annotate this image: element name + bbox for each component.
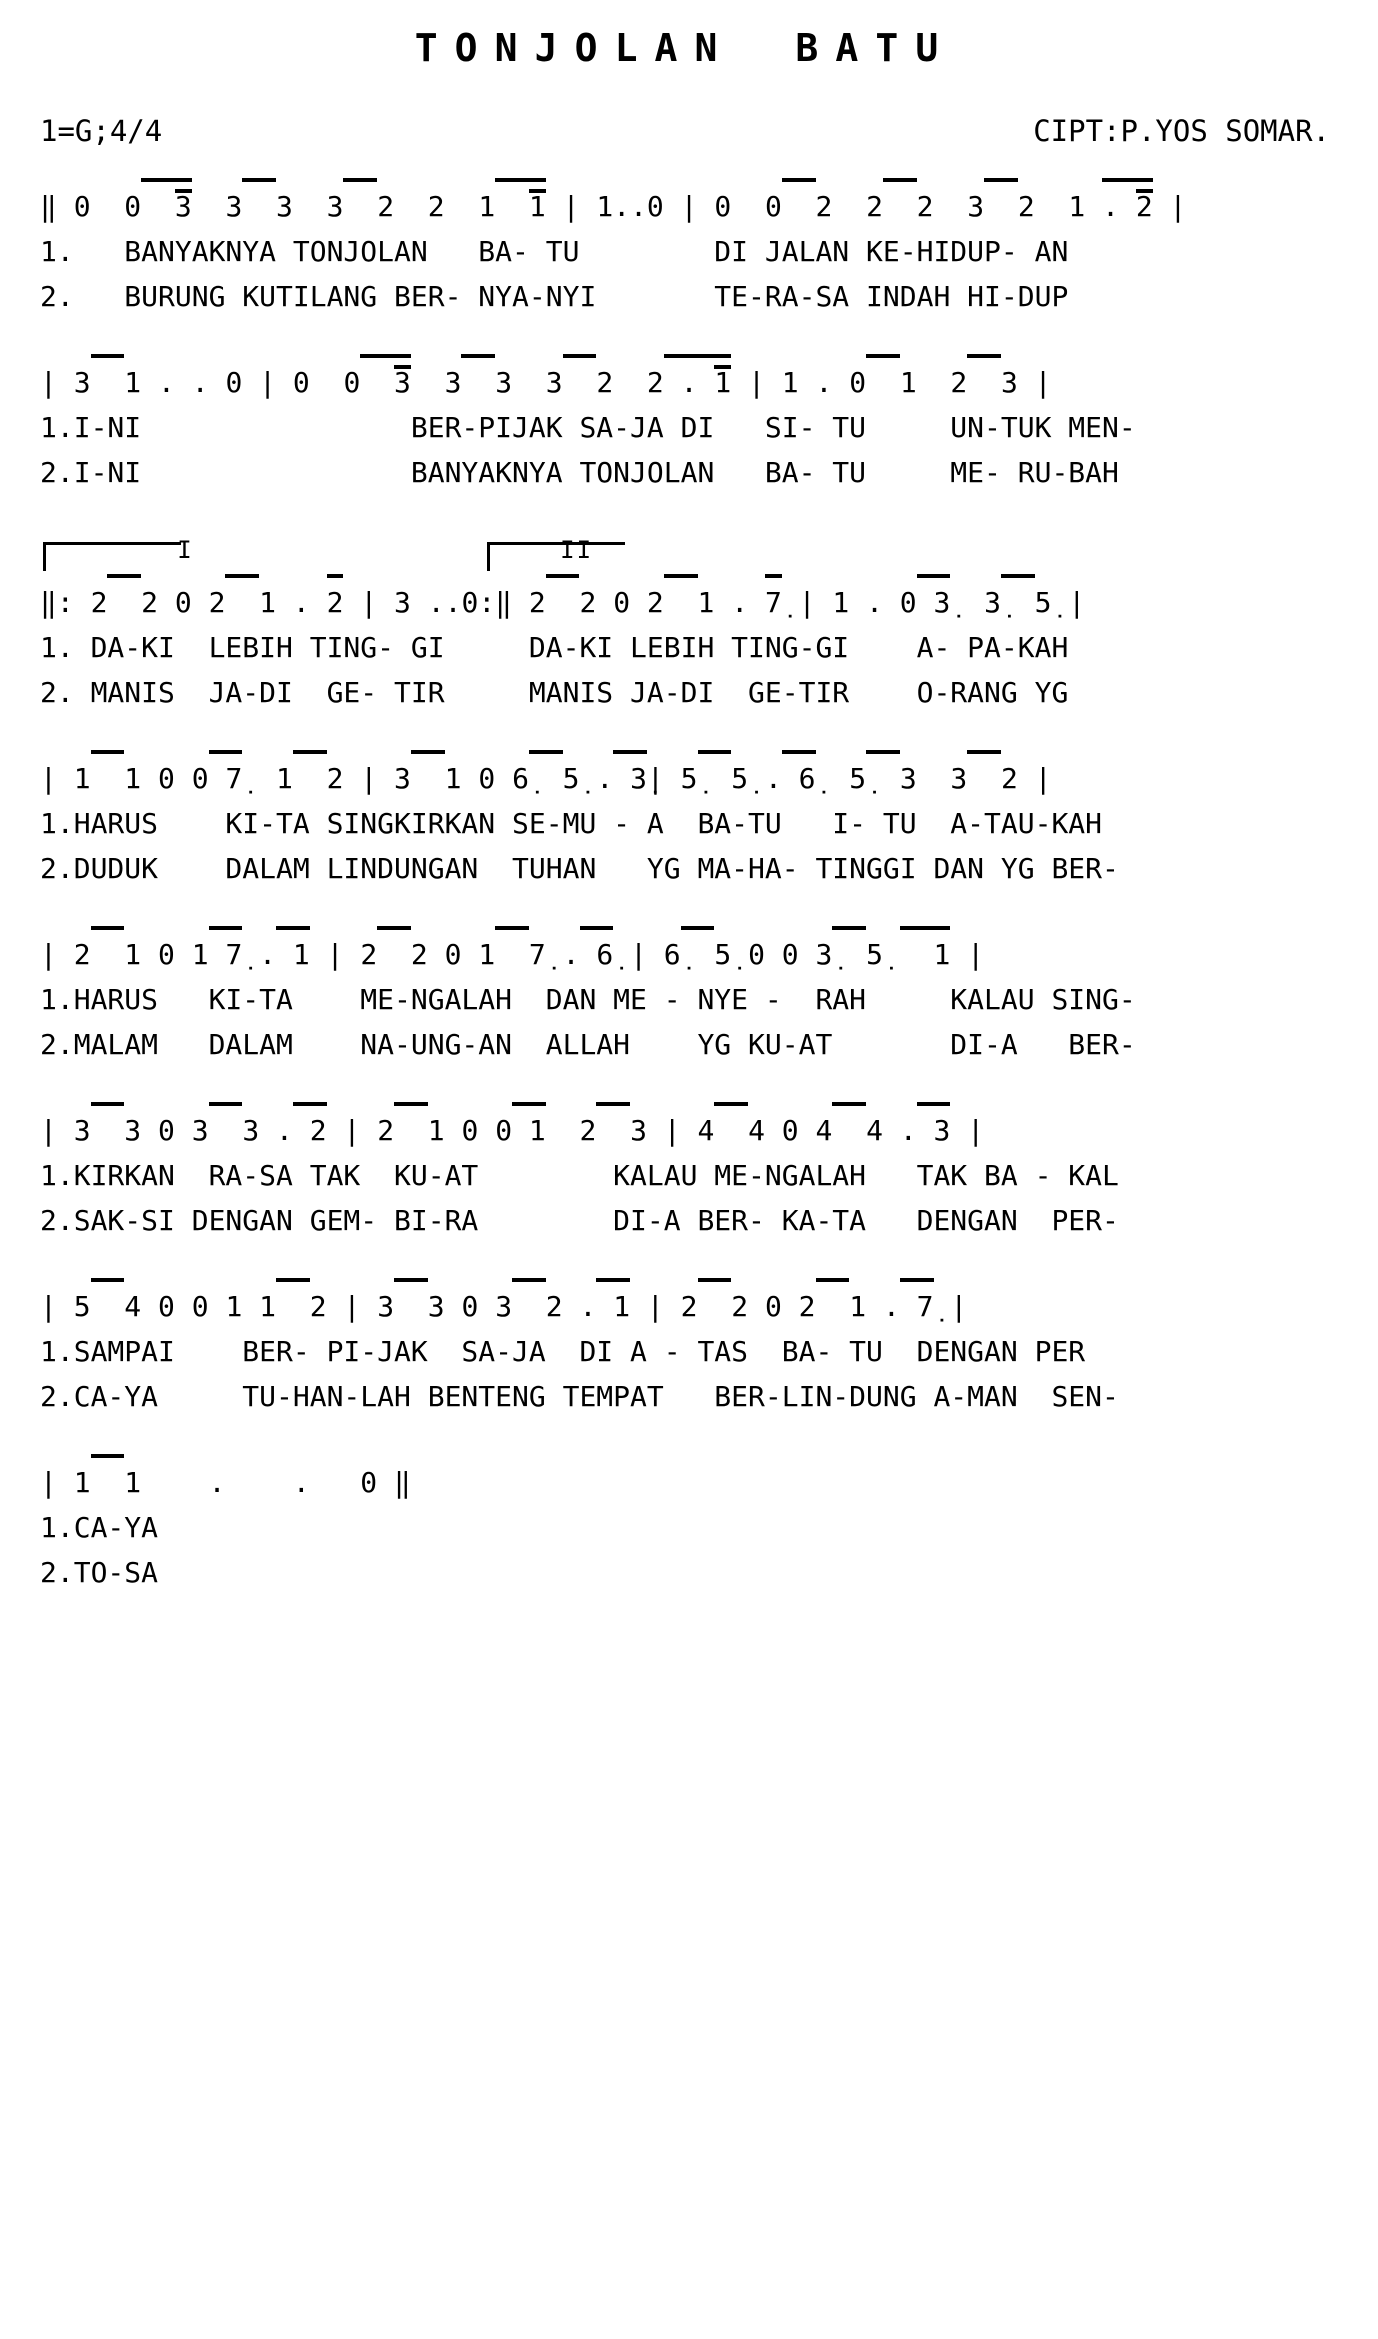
note-seg: [832, 178, 866, 224]
note-seg: 5̣: [714, 938, 732, 971]
note-seg: 3̣: [815, 938, 833, 971]
note-seg: 2: [545, 1290, 563, 1323]
note-seg: .: [748, 762, 782, 795]
note-seg: 4: [815, 1114, 833, 1147]
note-seg: 0: [764, 190, 782, 223]
note-seg: |: [1051, 586, 1086, 619]
system: [40, 750, 1330, 886]
note-seg: 0 0 1: [141, 1290, 260, 1323]
note-seg: 1: [276, 926, 310, 972]
lyric-line-2: 2.MALAM DALAM NA-UNG-AN ALLAH YG KU-AT DI-A BER-: [40, 1028, 1136, 1061]
note-seg: |: [326, 1290, 378, 1323]
note-seg: [1001, 574, 1035, 620]
note-seg: 6̣: [512, 762, 529, 795]
note-seg: 0: [849, 366, 867, 399]
note-seg: |: [613, 938, 664, 971]
note-seg: 3̣: [613, 750, 647, 796]
note-seg: 4: [124, 1290, 142, 1323]
note-seg: 1: [714, 354, 731, 400]
note-seg: 0: [141, 1114, 192, 1147]
note-seg: 3: [326, 190, 344, 223]
note-seg: [967, 354, 1001, 400]
note-seg: 2: [377, 190, 395, 223]
note-seg: [967, 750, 1001, 796]
note-seg: [613, 354, 647, 400]
note-seg: | 1 . 0: [781, 586, 917, 619]
note-seg: 2: [360, 938, 378, 971]
note-seg: [411, 354, 445, 400]
note-seg: 3: [175, 178, 192, 224]
note-seg: 6̣: [782, 750, 816, 796]
music-line: [40, 354, 1330, 400]
note-seg: [698, 1278, 732, 1324]
note-seg: 7̣: [528, 938, 546, 971]
note-seg: 1: [427, 1114, 445, 1147]
note-seg: 3: [545, 366, 563, 399]
note-seg: [360, 354, 394, 400]
note-seg: 2: [950, 366, 968, 399]
note-seg: 0: [764, 1114, 816, 1147]
note-seg: 4: [866, 1114, 883, 1147]
note-seg: 2: [528, 586, 546, 619]
note-seg: [343, 178, 377, 224]
system: [40, 178, 1330, 314]
note-seg: [698, 750, 732, 796]
note-seg: |: [309, 938, 361, 971]
note-seg: [91, 1278, 125, 1324]
note-seg: 2: [410, 938, 428, 971]
note-seg: [91, 354, 125, 400]
music-line: [40, 926, 1330, 972]
note-seg: 1: [73, 762, 91, 795]
note-seg: |: [731, 366, 782, 399]
lyric-line-2: 2.CA-YA TU-HAN-LAH BENTENG TEMPAT BER-LIN-DUNG A-MAN SEN-: [40, 1380, 1119, 1413]
note-seg: 3: [917, 1102, 951, 1148]
note-seg: . . 0 ‖: [141, 1466, 411, 1499]
note-seg: 3: [1000, 366, 1018, 399]
note-seg: [950, 574, 984, 620]
note-seg: |: [950, 1114, 985, 1147]
note-seg: [377, 926, 411, 972]
note-seg: |: [40, 938, 74, 971]
note-seg: [1085, 178, 1102, 224]
volta-row: [40, 530, 1330, 574]
lyric-line-1: 1.HARUS KI-TA ME-NGALAH DAN ME - NYE - RAH KALAU SING-: [40, 983, 1136, 1016]
note-seg: [293, 750, 327, 796]
note-seg: | 3 ..0:‖: [343, 586, 529, 619]
lyric-line-1: 1.SAMPAI BER- PI-JAK SA-JA DI A - TAS BA- TU DENGAN PER: [40, 1335, 1086, 1368]
lyric-line-1: 1.KIRKAN RA-SA TAK KU-AT KALAU ME-NGALAH TAK BA - KAL: [40, 1159, 1119, 1192]
note-seg: |: [1017, 762, 1052, 795]
note-seg: 3: [276, 190, 293, 223]
note-seg: 3: [950, 762, 968, 795]
note-seg: 2: [293, 1102, 327, 1148]
note-seg: [866, 354, 900, 400]
note-seg: [512, 1278, 546, 1324]
note-seg: 1: [900, 926, 951, 972]
note-seg: |: [40, 1466, 74, 1499]
note-seg: [832, 926, 866, 972]
note-seg: .: [545, 938, 580, 971]
note-seg: 2: [327, 574, 344, 620]
note-seg: |: [40, 366, 74, 399]
note-seg: [242, 178, 276, 224]
note-seg: 3: [630, 1114, 647, 1147]
note-seg: 0: [444, 1290, 496, 1323]
note-seg: |: [646, 762, 681, 795]
note-seg: [664, 574, 698, 620]
note-seg: 1: [781, 366, 799, 399]
note-seg: 3: [124, 1114, 142, 1147]
note-seg: 0 0: [141, 762, 209, 795]
note-seg: |: [326, 1114, 378, 1147]
lyric-line-1: 1.HARUS KI-TA SINGKIRKAN SE-MU - A BA-TU I- TU A-TAU-KAH: [40, 807, 1103, 840]
note-seg: 2: [326, 762, 344, 795]
note-seg: [192, 178, 226, 224]
note-seg: [714, 1102, 748, 1148]
note-seg: |: [40, 1290, 74, 1323]
note-seg: [495, 178, 529, 224]
music-line: [40, 1454, 1330, 1500]
song-title: TONJOLAN BATU: [414, 26, 956, 70]
note-seg: 3̣: [984, 586, 1001, 619]
note-seg: .: [579, 762, 614, 795]
note-seg: 4: [748, 1114, 765, 1147]
note-seg: [394, 1102, 428, 1148]
note-seg: .: [562, 1290, 597, 1323]
music-line: [40, 574, 1330, 620]
note-seg: [310, 354, 344, 400]
note-seg: 2: [798, 1290, 816, 1323]
note-seg: 2: [377, 1114, 395, 1147]
note-seg: [917, 750, 951, 796]
note-seg: [681, 926, 715, 972]
note-seg: 3: [394, 354, 411, 400]
note-seg: [816, 750, 850, 796]
note-seg: [495, 926, 529, 972]
note-seg: 7̣: [765, 574, 782, 620]
note-seg: [512, 354, 546, 400]
note-seg: [984, 178, 1018, 224]
note-seg: 3: [495, 1290, 513, 1323]
note-seg: .: [259, 1114, 293, 1147]
music-line: [40, 750, 1330, 796]
note-seg: |: [933, 1290, 968, 1323]
note-seg: [394, 178, 428, 224]
note-seg: 2: [309, 1290, 327, 1323]
note-seg: 3: [191, 1114, 209, 1147]
note-seg: [782, 178, 816, 224]
note-seg: 3: [225, 190, 243, 223]
lyric-line-2: 2.SAK-SI DENGAN GEM- BI-RA DI-A BER- KA-TA DENGAN PER-: [40, 1204, 1119, 1237]
note-seg: 1: [259, 586, 277, 619]
note-seg: ‖ 0: [40, 190, 125, 223]
note-seg: 0 0: [731, 938, 816, 971]
music-line: [40, 1278, 1330, 1324]
lyric-line-1: 1.I-NI BER-PIJAK SA-JA DI SI- TU UN-TUK MEN-: [40, 411, 1136, 444]
note-seg: 5: [73, 1290, 91, 1323]
note-seg: 4: [697, 1114, 715, 1147]
note-seg: 1: [697, 586, 715, 619]
note-seg: 1: [124, 366, 142, 399]
note-seg: 1: [73, 1466, 91, 1499]
note-seg: .: [664, 354, 715, 400]
note-seg: 5̣: [680, 762, 698, 795]
note-seg: 1: [478, 938, 496, 971]
note-seg: 3̣: [917, 574, 951, 620]
note-seg: [91, 1102, 125, 1148]
system: [40, 1278, 1330, 1414]
note-seg: 2: [427, 190, 445, 223]
note-seg: [529, 750, 563, 796]
note-seg: [883, 178, 917, 224]
volta-label-I: I: [177, 536, 194, 564]
note-seg: [546, 1102, 580, 1148]
lyric-line-1: 1. BANYAKNYA TONJOLAN BA- TU DI JALAN KE-HIDUP- AN: [40, 235, 1069, 268]
note-seg: [563, 354, 597, 400]
note-seg: 0: [158, 586, 209, 619]
lyric-line-1: 1. DA-KI LEBIH TING- GI DA-KI LEBIH TING-GI A- PA-KAH: [40, 631, 1069, 664]
note-seg: [394, 1278, 428, 1324]
note-seg: 0: [427, 938, 479, 971]
note-seg: [209, 1102, 243, 1148]
key-signature: 1=G;4/4: [40, 114, 163, 148]
note-seg: |: [343, 762, 395, 795]
volta-bracket-I: [43, 542, 181, 571]
note-seg: 0: [461, 762, 513, 795]
note-seg: . . 0 |: [141, 366, 293, 399]
note-seg: [276, 1278, 310, 1324]
note-seg: 2: [208, 586, 226, 619]
note-seg: .: [798, 366, 850, 399]
note-seg: 1: [444, 762, 462, 795]
note-seg: .: [882, 1114, 917, 1147]
note-seg: [883, 926, 900, 972]
note-seg: [91, 926, 125, 972]
note-seg: 0: [292, 366, 310, 399]
note-seg: 2: [866, 190, 883, 223]
note-seg: | 1..0 | 0: [545, 190, 765, 223]
note-seg: 2: [680, 1290, 698, 1323]
note-seg: |: [630, 1290, 681, 1323]
note-seg: [242, 750, 276, 796]
system: [40, 530, 1330, 710]
note-seg: 3: [73, 1114, 91, 1147]
note-seg: 1: [124, 762, 142, 795]
note-seg: |: [646, 1114, 698, 1147]
note-seg: 1: [478, 190, 496, 223]
lyric-line-2: 2. BURUNG KUTILANG BER- NYA-NYI TE-RA-SA INDAH HI-DUP: [40, 280, 1069, 313]
note-seg: 0: [748, 1290, 799, 1323]
note-seg: [293, 178, 327, 224]
note-seg: 2: [646, 586, 664, 619]
note-seg: 1: [529, 178, 546, 224]
note-seg: .: [242, 938, 277, 971]
note-seg: 5̣: [866, 938, 883, 971]
score: [40, 178, 1330, 1590]
note-seg: 2: [579, 1114, 597, 1147]
note-seg: |: [1017, 366, 1052, 399]
note-seg: 7̣: [209, 926, 243, 972]
note-seg: 0: [343, 366, 361, 399]
note-seg: 1: [512, 1102, 546, 1148]
note-seg: 7̣: [209, 750, 243, 796]
note-seg: 1: [1068, 190, 1086, 223]
note-seg: |: [950, 938, 985, 971]
note-seg: 5̣: [849, 762, 867, 795]
note-seg: 1: [124, 1466, 142, 1499]
note-seg: .: [276, 586, 327, 619]
note-seg: [832, 1102, 866, 1148]
note-seg: [107, 574, 141, 620]
volta-label-II: II: [560, 536, 594, 564]
note-seg: [546, 574, 580, 620]
note-seg: [91, 750, 125, 796]
note-seg: 5̣: [731, 762, 749, 795]
system: [40, 926, 1330, 1062]
note-seg: [917, 354, 951, 400]
note-seg: 0: [124, 190, 142, 223]
note-seg: 2: [596, 366, 614, 399]
note-seg: 0: [596, 586, 647, 619]
note-seg: 1: [899, 366, 917, 399]
note-seg: 5̣: [562, 762, 580, 795]
note-seg: [225, 574, 259, 620]
lyric-line-2: 2.TO-SA: [40, 1556, 159, 1589]
system: [40, 1102, 1330, 1238]
note-seg: [91, 1454, 125, 1500]
note-seg: 2: [731, 1290, 749, 1323]
note-seg: .: [866, 1290, 900, 1323]
note-seg: 6̣: [663, 938, 681, 971]
note-seg: 2: [815, 190, 833, 223]
note-seg: [445, 178, 479, 224]
note-seg: [461, 354, 495, 400]
note-seg: |: [1152, 190, 1187, 223]
note-seg: 2: [916, 190, 934, 223]
note-seg: 3: [444, 366, 462, 399]
note-seg: ‖:: [40, 586, 91, 619]
note-seg: 0 0: [444, 1114, 513, 1147]
note-seg: 2: [579, 586, 597, 619]
volta-bracket-II: [487, 542, 625, 571]
note-seg: [596, 1102, 630, 1148]
lyric-line-2: 2.I-NI BANYAKNYA TONJOLAN BA- TU ME- RU-BAH: [40, 456, 1119, 489]
note-seg: 2: [646, 366, 664, 399]
music-line: [40, 178, 1330, 224]
system: [40, 1454, 1330, 1590]
note-seg: 1: [596, 1278, 630, 1324]
note-seg: |: [40, 762, 74, 795]
note-seg: 3: [377, 1290, 395, 1323]
note-seg: 1: [124, 938, 142, 971]
note-seg: .: [1102, 178, 1136, 224]
note-seg: 5̣: [1034, 586, 1052, 619]
note-seg: .: [714, 586, 765, 619]
note-seg: 3: [427, 1290, 445, 1323]
note-seg: 2: [1017, 190, 1035, 223]
note-seg: [141, 178, 175, 224]
note-seg: 3: [394, 762, 411, 795]
note-seg: [934, 178, 968, 224]
note-seg: 3: [899, 762, 917, 795]
meta-row: [40, 114, 1330, 148]
note-seg: 2: [90, 586, 108, 619]
note-seg: 1: [849, 1290, 867, 1323]
note-seg: 2: [1000, 762, 1018, 795]
note-seg: 3: [967, 190, 985, 223]
note-seg: 1: [276, 762, 293, 795]
note-seg: 7̣: [900, 1278, 934, 1324]
note-seg: 6̣: [580, 926, 614, 972]
note-seg: |: [40, 1114, 74, 1147]
note-seg: [816, 1278, 850, 1324]
note-seg: [866, 750, 900, 796]
note-seg: [1035, 178, 1069, 224]
note-seg: 2: [1136, 178, 1153, 224]
note-seg: 3: [495, 366, 513, 399]
note-seg: 1: [259, 1290, 277, 1323]
composer-credit: CIPT:P.YOS SOMAR.: [1033, 114, 1330, 148]
note-seg: 0 1: [141, 938, 209, 971]
note-seg: 3: [73, 366, 91, 399]
system: [40, 354, 1330, 490]
note-seg: [411, 750, 445, 796]
lyric-line-2: 2.DUDUK DALAM LINDUNGAN TUHAN YG MA-HA- TINGGI DAN YG BER-: [40, 852, 1119, 885]
music-line: [40, 1102, 1330, 1148]
note-seg: 2: [141, 586, 159, 619]
lyric-line-2: 2. MANIS JA-DI GE- TIR MANIS JA-DI GE-TIR O-RANG YG: [40, 676, 1069, 709]
lyric-line-1: 1.CA-YA: [40, 1511, 159, 1544]
note-seg: 2: [73, 938, 91, 971]
note-seg: 3: [242, 1114, 260, 1147]
